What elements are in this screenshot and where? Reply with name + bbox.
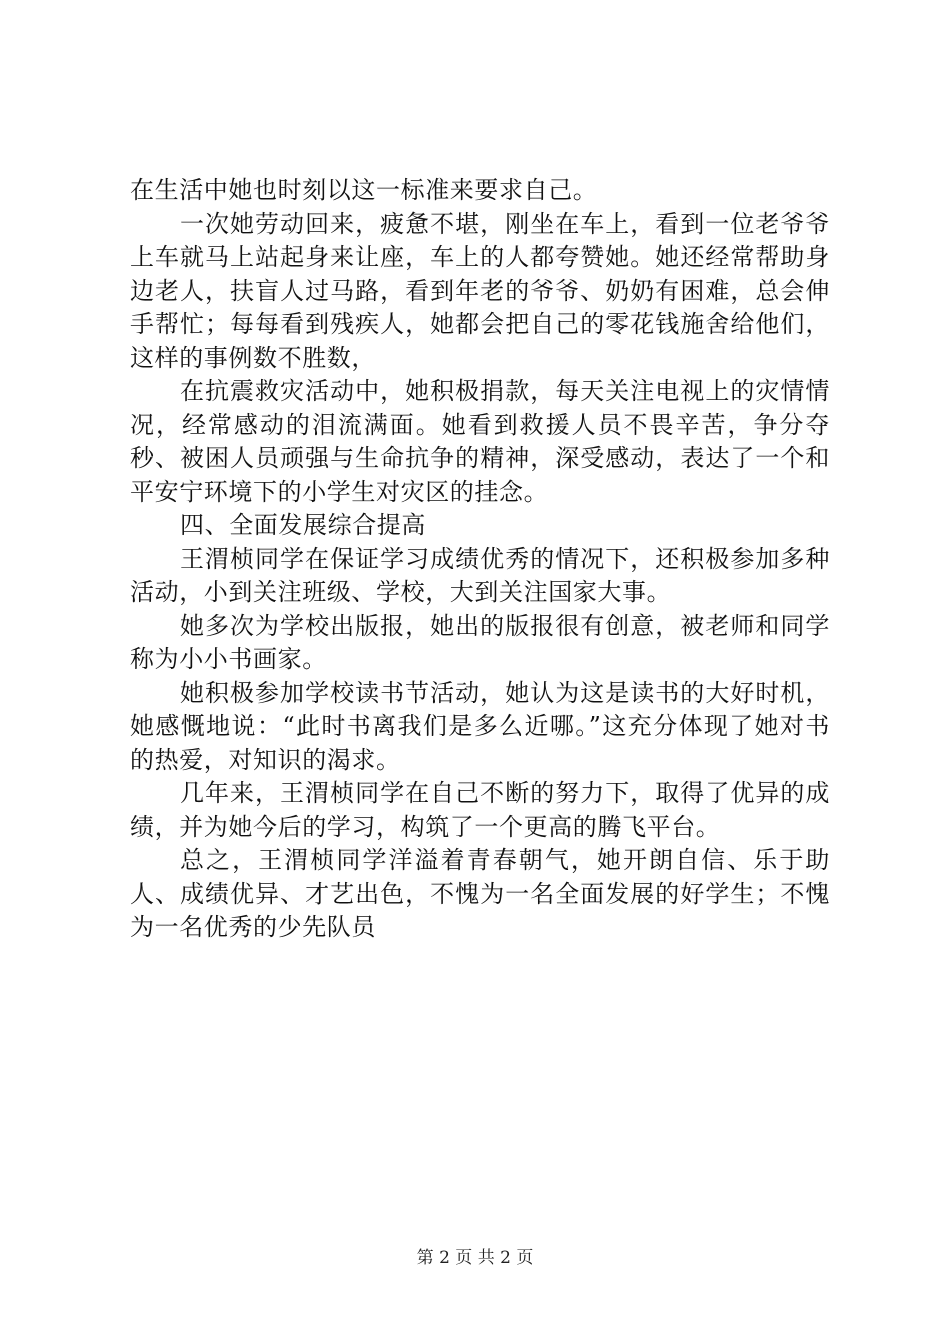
paragraph-7: 她积极参加学校读书节活动，她认为这是读书的大好时机，她感慨地说：“此时书离我们是多么近哪。”这充分体现了她对书的热爱，对知识的渴求。 [130, 678, 830, 774]
paragraph-5: 王渭桢同学在保证学习成绩优秀的情况下，还积极参加多种活动，小到关注班级、学校，大到关注国家大事。 [130, 544, 830, 606]
paragraph-6: 她多次为学校出版报，她出的版报很有创意，被老师和同学称为小小书画家。 [130, 611, 830, 673]
paragraph-9: 总之，王渭桢同学洋溢着青春朝气，她开朗自信、乐于助人、成绩优异、才艺出色，不愧为一名全面发展的好学生；不愧为一名优秀的少先队员 [130, 846, 830, 941]
paragraph-1: 在生活中她也时刻以这一标准来要求自己。 [130, 176, 598, 204]
page-number-footer: 第 2 页 共 2 页 [416, 1248, 534, 1268]
section-heading: 四、全面发展综合提高 [180, 511, 426, 539]
document-body [130, 174, 830, 945]
paragraph-2: 一次她劳动回来，疲惫不堪，刚坐在车上，看到一位老爷爷上车就马上站起身来让座，车上的人都夸赞她。她还经常帮助身边老人，扶盲人过马路，看到年老的爷爷、奶奶有困难，总会伸手帮忙；每每看到残疾人，她都会把自己的零花钱施舍给他们，这样的事例数不胜数， [130, 209, 830, 372]
paragraph-3: 在抗震救灾活动中，她积极捐款，每天关注电视上的灾情情况，经常感动的泪流满面。她看到救援人员不畏辛苦，争分夺秒、被困人员顽强与生命抗争的精神，深受感动，表达了一个和平安宁环境下的小学生对灾区的挂念。 [130, 377, 830, 506]
paragraph-8: 几年来，王渭桢同学在自己不断的努力下，取得了优异的成绩，并为她今后的学习，构筑了一个更高的腾飞平台。 [130, 779, 830, 841]
